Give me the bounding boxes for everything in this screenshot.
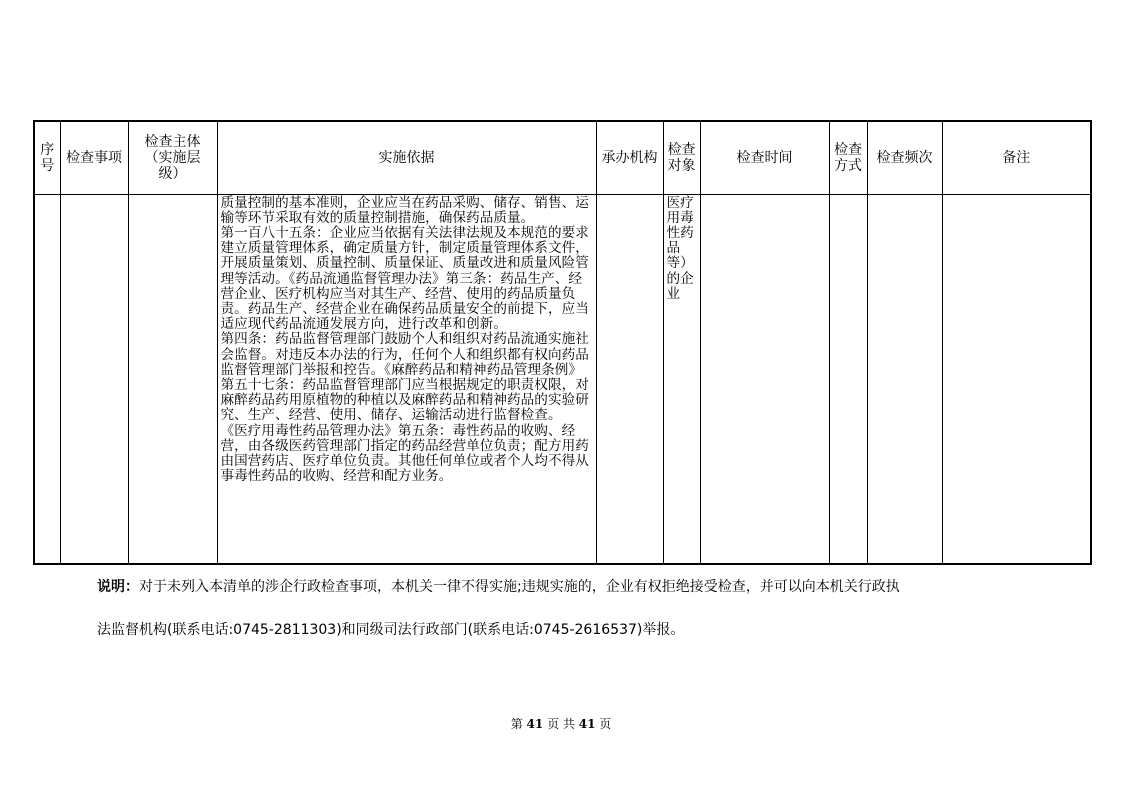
page-footer <box>0 715 1122 732</box>
header-time: 检查时间 <box>700 121 829 194</box>
header-frequency: 检查频次 <box>867 121 942 194</box>
cell-agency <box>596 194 663 564</box>
footer-prefix: 第 <box>510 717 523 731</box>
header-agency: 承办机构 <box>596 121 663 194</box>
note-text-1: 对于未列入本清单的涉企行政检查事项，本机关一律不得实施;违规实施的，企业有权拒绝接受检查，并可以向本机关行政执 <box>139 579 900 595</box>
footer-middle: 页 共 <box>547 717 575 731</box>
cell-subject <box>128 194 217 564</box>
header-object: 检查对象 <box>663 121 700 194</box>
cell-seq <box>34 194 60 564</box>
table-row <box>34 194 1091 564</box>
footer-suffix: 页 <box>599 717 612 731</box>
cell-frequency <box>867 194 942 564</box>
header-remark: 备注 <box>942 121 1091 194</box>
note-line-1 <box>97 576 900 596</box>
header-method: 检查方式 <box>829 121 867 194</box>
header-basis: 实施依据 <box>217 121 596 194</box>
inspection-table <box>33 120 1092 565</box>
basis-paragraph: 第四条：药品监督管理部门鼓励个人和组织对药品流通实施社会监督。对违反本办法的行为，任何个人和组织都有权向药品监督管理部门举报和控告。《麻醉药品和精神药品管理条例》第五十七条：药品监督管理部门应当根据规定的职责权限，对麻醉药品药用原植物的种植以及麻醉药品和精神药品的实验研究、生产、经营、使用、储存、运输活动进行监督检查。 <box>220 331 589 424</box>
header-subject: 检查主体（实施层级） <box>128 121 217 194</box>
footer-current-page: 41 <box>526 717 544 731</box>
object-text: 医疗用毒性药品等）的企业 <box>666 194 694 302</box>
note-line-2 <box>97 619 684 639</box>
cell-remark <box>942 194 1091 564</box>
note-text-2: 法监督机构(联系电话:0745-2811303)和同级司法行政部门(联系电话:0745-2616537)举报。 <box>97 622 685 638</box>
cell-time <box>700 194 829 564</box>
basis-paragraph: 《医疗用毒性药品管理办法》第五条：毒性药品的收购、经营，由各级医药管理部门指定的药品经营单位负责；配方用药由国营药店、医疗单位负责。其他任何单位或者个人均不得从事毒性药品的收购、经营和配方业务。 <box>220 422 589 485</box>
basis-text <box>218 195 596 485</box>
cell-method <box>829 194 867 564</box>
basis-paragraph: 质量控制的基本准则，企业应当在药品采购、储存、销售、运输等环节采取有效的质量控制措施，确保药品质量。 <box>220 194 589 226</box>
basis-paragraph: 第一百八十五条：企业应当依据有关法律法规及本规范的要求建立质量管理体系，确定质量方针，制定质量管理体系文件，开展质量策划、质量控制、质量保证、质量改进和质量风险管理等活动。《药品流通监督管理办法》第三条：药品生产、经营企业、医疗机构应当对其生产、经营、使用的药品质量负责。药品生产、经营企业在确保药品质量安全的前提下，应当适应现代药品流通发展方向，进行改革和创新。 <box>220 224 589 333</box>
cell-basis <box>217 194 596 564</box>
header-item: 检查事项 <box>60 121 128 194</box>
cell-object <box>663 194 700 564</box>
footer-total-pages: 41 <box>578 717 596 731</box>
cell-item <box>60 194 128 564</box>
note-label: 说明： <box>97 579 139 595</box>
table-header-row <box>34 121 1091 194</box>
header-seq: 序号 <box>34 121 60 194</box>
